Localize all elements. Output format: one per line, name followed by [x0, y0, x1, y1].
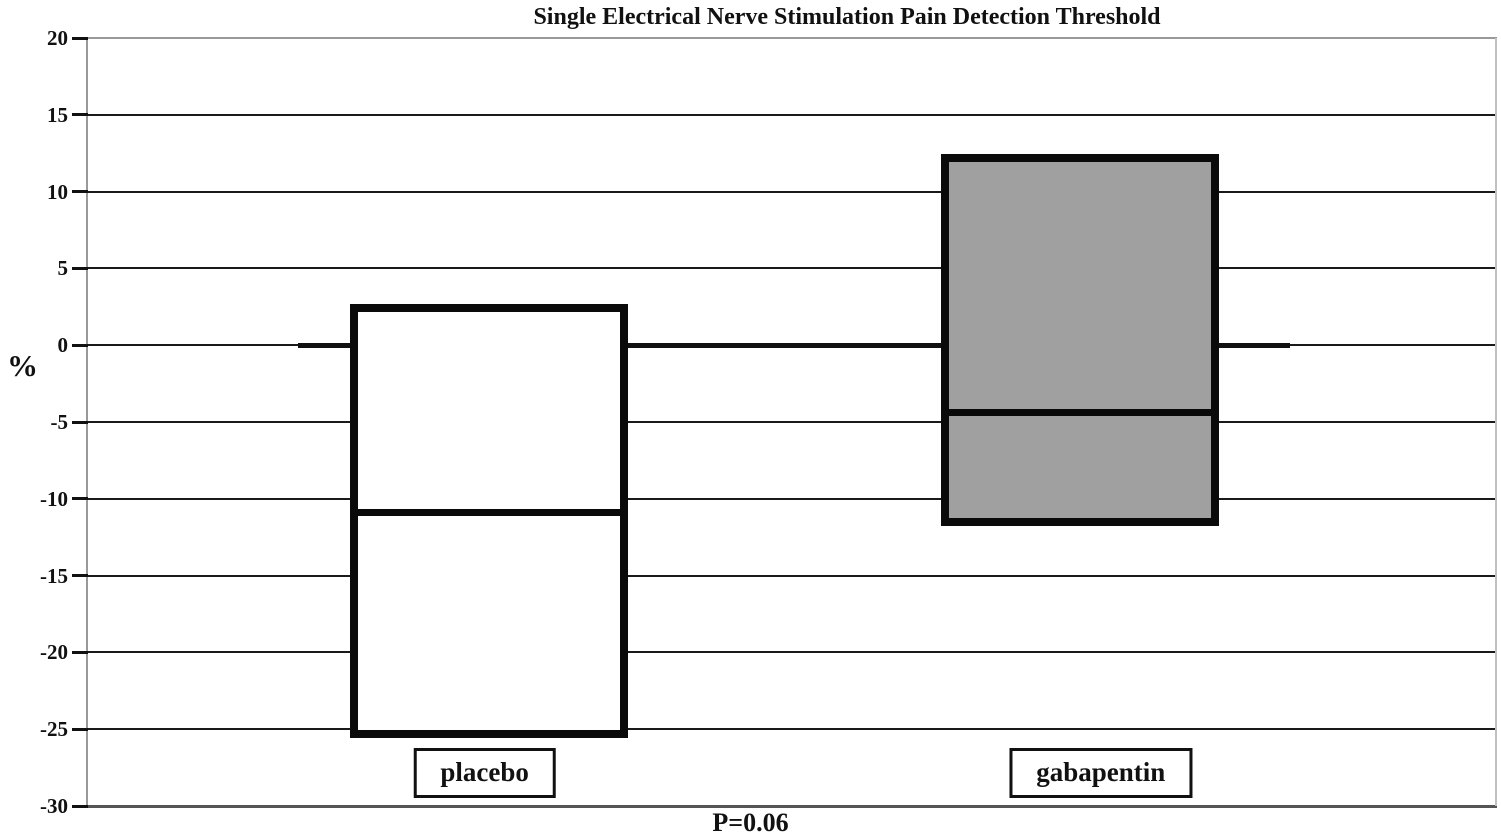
- gridline: [87, 575, 1497, 577]
- category-label-placebo: placebo: [413, 748, 556, 798]
- y-tick-mark: [72, 267, 88, 270]
- gridline: [87, 421, 1497, 423]
- y-tick-label: -25: [40, 717, 68, 742]
- y-tick-label: 0: [57, 333, 68, 358]
- y-tick-label: 5: [57, 256, 68, 281]
- y-tick-mark: [72, 344, 88, 347]
- y-tick-label: 10: [47, 179, 68, 204]
- y-tick-mark: [72, 728, 88, 731]
- y-tick-mark: [72, 421, 88, 424]
- y-tick-mark: [72, 190, 88, 193]
- gridline: [87, 498, 1497, 500]
- y-tick-label: 20: [47, 26, 68, 50]
- y-tick-label: -30: [40, 794, 68, 818]
- gridline: [87, 267, 1497, 269]
- y-tick-mark: [72, 574, 88, 577]
- y-tick-label: -10: [40, 486, 68, 511]
- gabapentin-box: [941, 154, 1219, 526]
- y-tick-label: -20: [40, 640, 68, 665]
- y-tick-label: -5: [50, 410, 68, 434]
- plot-top-border: [87, 37, 1497, 39]
- plot-right-border: [1495, 38, 1497, 806]
- category-label-gabapentin: gabapentin: [1009, 748, 1192, 798]
- y-tick-mark: [72, 37, 88, 40]
- y-tick-mark: [72, 651, 88, 654]
- y-tick-mark: [72, 113, 88, 116]
- y-tick-label: 15: [47, 102, 68, 127]
- chart-title: Single Electrical Nerve Stimulation Pain Detection Threshold: [533, 4, 1161, 30]
- gridline: [87, 728, 1497, 730]
- y-tick-label: -15: [40, 563, 68, 588]
- y-tick-mark: [72, 497, 88, 500]
- gabapentin-median-line: [945, 409, 1215, 416]
- p-value-annotation: P=0.06: [712, 808, 789, 837]
- gridline: [87, 191, 1497, 193]
- y-axis-label: %: [7, 348, 38, 383]
- gridline: [87, 114, 1497, 116]
- gridline: [87, 651, 1497, 653]
- placebo-median-line: [354, 509, 624, 516]
- placebo-box: [350, 304, 628, 737]
